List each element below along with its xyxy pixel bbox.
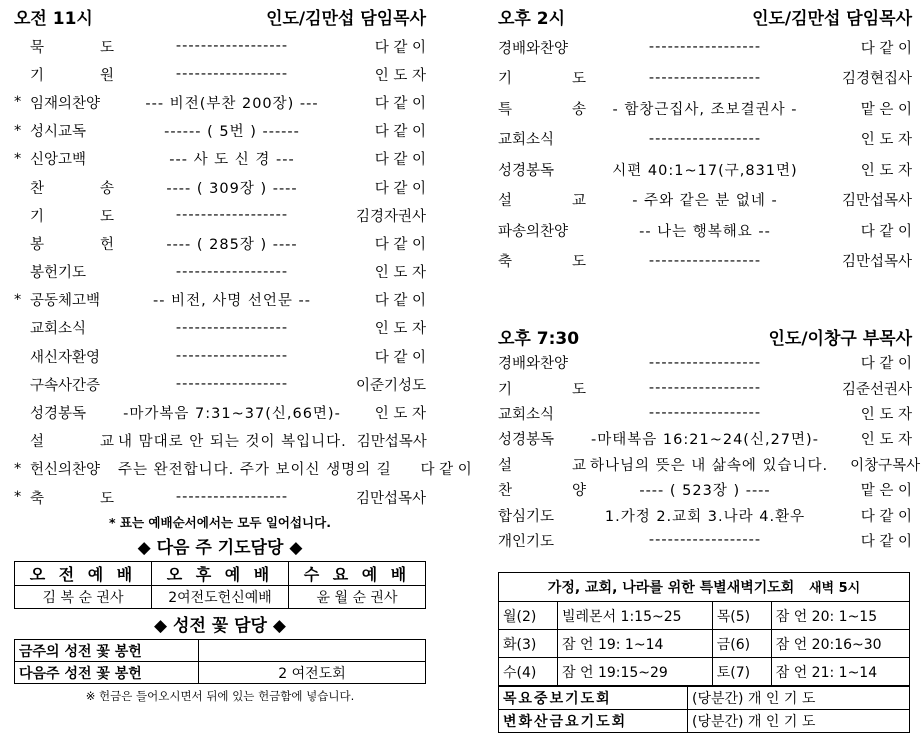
order-person: 다 같 이 xyxy=(420,462,472,479)
order-label: 설 교 xyxy=(498,193,586,210)
order-row xyxy=(14,258,426,286)
order-row xyxy=(498,93,912,124)
evening-leader: 인도/이창구 부목사 xyxy=(768,328,912,349)
flower-label: 다음주 성전 꽃 봉헌 xyxy=(15,662,199,684)
extra-prayer-table xyxy=(498,686,910,733)
order-detail: ------------------ xyxy=(648,69,762,86)
order-row xyxy=(14,145,426,173)
extra-value: (당분간) 개 인 기 도 xyxy=(688,687,910,710)
order-person: 다 같 이 xyxy=(374,95,426,112)
order-person: 김경자권사 xyxy=(355,208,426,225)
diamond-icon: ◆ xyxy=(154,616,168,637)
flower-table xyxy=(14,639,426,684)
order-detail: ------------------ xyxy=(175,66,289,83)
order-detail: -- 나는 행복해요 -- xyxy=(639,223,771,240)
order-label: 임재의찬양 xyxy=(30,95,101,112)
order-label: 구속사간증 xyxy=(30,377,101,394)
star-mark: * xyxy=(14,94,22,111)
order-row xyxy=(498,63,912,94)
order-row xyxy=(14,455,472,483)
afternoon-service xyxy=(498,0,912,276)
order-label: 설 교 xyxy=(30,434,114,451)
prayer-header: 수 요 예 배 xyxy=(289,562,426,586)
order-person: 김만섭목사 xyxy=(841,254,912,271)
diamond-icon: ◆ xyxy=(137,538,151,559)
order-detail: -- 비전, 사명 선언문 -- xyxy=(152,293,312,310)
order-label: 축 도 xyxy=(498,254,586,271)
order-detail: --- 비전(부찬 200장) --- xyxy=(145,95,319,112)
order-label: 개인기도 xyxy=(498,533,555,550)
order-detail: ------------------ xyxy=(175,38,289,55)
order-person: 인 도 자 xyxy=(860,162,912,179)
order-detail: -마태복음 16:21~24(신,27면)- xyxy=(591,432,819,449)
order-person: 인 도 자 xyxy=(374,67,426,84)
order-label: 새신자환영 xyxy=(30,349,101,366)
morning-time: 오전 11시 xyxy=(14,8,93,29)
order-row xyxy=(14,427,426,455)
order-detail: ------------------ xyxy=(648,130,762,147)
dawn-day: 토(7) xyxy=(712,658,771,686)
order-label: 공동체고백 xyxy=(30,293,101,310)
order-row xyxy=(14,398,426,426)
star-mark: * xyxy=(14,489,22,506)
dawn-prayer xyxy=(498,572,912,733)
order-label: 신앙고백 xyxy=(30,152,87,169)
flower-title xyxy=(14,613,426,639)
order-person: 다 같 이 xyxy=(374,180,426,197)
order-person: 다 같 이 xyxy=(374,39,426,56)
flower-value xyxy=(199,640,426,662)
star-mark: * xyxy=(14,291,22,308)
order-label: 특 송 xyxy=(498,101,586,118)
morning-order-list xyxy=(14,32,472,511)
order-row xyxy=(498,32,912,63)
order-label: 합심기도 xyxy=(498,508,555,525)
order-person: 인 도 자 xyxy=(374,406,426,423)
order-person: 다 같 이 xyxy=(374,236,426,253)
diamond-icon: ◆ xyxy=(272,616,286,637)
order-person: 다 같 이 xyxy=(860,508,912,525)
dawn-day: 화(3) xyxy=(499,630,558,658)
order-detail: - 함창근집사, 조보결권사 - xyxy=(612,101,798,118)
evening-order-list xyxy=(498,350,921,553)
order-label: 기 도 xyxy=(498,381,586,398)
order-detail: --- 사 도 신 경 --- xyxy=(169,152,295,169)
dawn-day: 수(4) xyxy=(499,658,558,686)
dawn-caption-cell xyxy=(499,573,910,602)
order-person: 인 도 자 xyxy=(860,132,912,149)
prayer-value: 2여전도헌신예배 xyxy=(152,586,289,609)
prayer-value: 김 복 순 권사 xyxy=(15,586,152,609)
evening-service xyxy=(498,322,921,553)
order-row xyxy=(14,342,426,370)
order-person: 김만섭목사 xyxy=(841,193,912,210)
order-detail: ------------------ xyxy=(175,348,289,365)
order-detail: ------------------ xyxy=(648,405,762,422)
order-label: 경배와찬양 xyxy=(498,40,569,57)
order-person: 맡 은 이 xyxy=(860,483,912,500)
prayer-header: 오 전 예 배 xyxy=(15,562,152,586)
afternoon-leader: 인도/김만섭 담임목사 xyxy=(752,8,912,29)
order-row xyxy=(14,286,426,314)
order-label: 성시교독 xyxy=(30,124,87,141)
order-detail: -마가복음 7:31~37(신,66면)- xyxy=(123,406,341,423)
dawn-day: 목(5) xyxy=(712,602,771,630)
order-row xyxy=(14,201,426,229)
order-row xyxy=(14,173,426,201)
order-row xyxy=(498,154,912,185)
order-person: 다 같 이 xyxy=(860,533,912,550)
order-label: 성경봉독 xyxy=(498,162,555,179)
order-row xyxy=(498,185,912,216)
order-row xyxy=(498,477,912,502)
star-mark: * xyxy=(14,150,22,167)
order-person: 다 같 이 xyxy=(374,124,426,141)
prayer-title xyxy=(14,535,426,561)
dawn-table xyxy=(498,572,910,686)
order-detail: ------ ( 5번 ) ------ xyxy=(164,124,300,141)
order-detail: 1.가정 2.교회 3.나라 4.환우 xyxy=(604,508,806,525)
dawn-caption: 가정, 교회, 나라를 위한 특별새벽기도회 xyxy=(547,580,795,596)
dawn-day: 월(2) xyxy=(499,602,558,630)
order-detail: 내 맘대로 안 되는 것이 복입니다. xyxy=(118,434,347,451)
dawn-text: 잠 언 20: 1~15 xyxy=(771,602,909,630)
order-person: 김만섭목사 xyxy=(356,434,427,451)
morning-service xyxy=(14,0,472,704)
star-mark: * xyxy=(14,460,22,477)
dawn-text: 잠 언 21: 1~14 xyxy=(771,658,909,686)
order-label: 찬 양 xyxy=(498,483,586,500)
order-person: 인 도 자 xyxy=(860,432,912,449)
order-detail: ------------------ xyxy=(175,207,289,224)
order-detail: ---- ( 523장 ) ---- xyxy=(639,483,771,500)
order-row xyxy=(14,314,426,342)
afternoon-order-list xyxy=(498,32,912,276)
extra-label: 변화산금요기도회 xyxy=(499,710,688,733)
dawn-text: 잠 언 19:15~29 xyxy=(558,658,713,686)
morning-leader: 인도/김만섭 담임목사 xyxy=(266,8,426,29)
order-row xyxy=(14,60,426,88)
standing-note: * 표는 예배순서에서는 모두 일어섭니다. xyxy=(109,515,331,531)
order-label: 성경봉독 xyxy=(498,432,555,449)
order-row xyxy=(14,117,426,145)
order-person: 다 같 이 xyxy=(374,293,426,310)
order-person: 이창구목사 xyxy=(850,457,921,474)
order-person: 인 도 자 xyxy=(374,265,426,282)
order-detail: ---- ( 285장 ) ---- xyxy=(166,236,298,253)
order-detail: ------------------ xyxy=(648,252,762,269)
order-row xyxy=(14,229,426,257)
flower-label: 금주의 성전 꽃 봉헌 xyxy=(15,640,199,662)
dawn-text: 잠 언 19: 1~14 xyxy=(558,630,713,658)
order-label: 파송의찬양 xyxy=(498,223,569,240)
order-detail: ------------------ xyxy=(648,354,762,371)
dawn-day: 금(6) xyxy=(712,630,771,658)
order-row xyxy=(498,375,912,400)
extra-label: 목요중보기도회 xyxy=(499,687,688,710)
order-detail: ------------------ xyxy=(648,532,762,549)
order-detail: 시편 40:1~17(구,831면) xyxy=(612,162,798,179)
order-detail: ------------------ xyxy=(175,263,289,280)
dawn-time: 새벽 5시 xyxy=(808,581,861,596)
order-row xyxy=(14,370,426,398)
order-row xyxy=(498,452,921,477)
order-person: 김경현집사 xyxy=(841,71,912,88)
prayer-title-text: 다음 주 기도담당 xyxy=(156,538,284,559)
order-detail: ------------------ xyxy=(175,319,289,336)
order-person: 이준기성도 xyxy=(355,377,426,394)
order-row xyxy=(14,32,426,60)
dawn-text: 빌레몬서 1:15~25 xyxy=(558,602,713,630)
order-detail: ------------------ xyxy=(175,376,289,393)
order-label: 설 교 xyxy=(498,457,586,474)
order-label: 기 도 xyxy=(30,208,114,225)
dawn-row xyxy=(499,658,910,686)
extra-value: (당분간) 개 인 기 도 xyxy=(688,710,910,733)
order-row xyxy=(498,401,912,426)
order-person: 다 같 이 xyxy=(860,40,912,57)
order-person: 김준선권사 xyxy=(841,381,912,398)
order-row xyxy=(498,350,912,375)
order-row xyxy=(498,215,912,246)
order-row xyxy=(14,483,426,511)
order-detail: ------------------ xyxy=(175,489,289,506)
offering-footnote: ※ 헌금은 들어오시면서 뒤에 있는 헌금함에 넣습니다. xyxy=(85,689,355,704)
order-row xyxy=(498,528,912,553)
morning-header xyxy=(14,0,426,32)
order-label: 성경봉독 xyxy=(30,406,87,423)
order-row xyxy=(498,426,912,451)
dawn-text: 잠 언 20:16~30 xyxy=(771,630,909,658)
dawn-row xyxy=(499,602,910,630)
order-detail: - 주와 같은 분 없네 - xyxy=(632,193,778,210)
prayer-table xyxy=(14,561,426,609)
order-row xyxy=(498,246,912,277)
order-row xyxy=(498,502,912,527)
order-label: 찬 송 xyxy=(30,180,114,197)
flower-value: 2 여전도회 xyxy=(199,662,426,684)
order-label: 헌신의찬양 xyxy=(30,462,101,479)
order-person: 다 같 이 xyxy=(374,349,426,366)
order-person: 다 같 이 xyxy=(860,356,912,373)
order-row xyxy=(14,88,426,116)
diamond-icon: ◆ xyxy=(289,538,303,559)
order-label: 묵 도 xyxy=(30,39,114,56)
order-row xyxy=(498,124,912,155)
prayer-value: 윤 월 순 권사 xyxy=(289,586,426,609)
order-label: 경배와찬양 xyxy=(498,356,569,373)
order-detail: 주는 완전합니다. 주가 보이신 생명의 길 xyxy=(118,462,392,479)
order-label: 교회소식 xyxy=(498,132,555,149)
star-mark: * xyxy=(14,122,22,139)
dawn-row xyxy=(499,630,910,658)
order-person: 인 도 자 xyxy=(860,406,912,423)
order-label: 기 원 xyxy=(30,67,114,84)
afternoon-time: 오후 2시 xyxy=(498,8,566,29)
evening-header xyxy=(498,322,912,350)
order-detail: 하나님의 뜻은 내 삶속에 있습니다. xyxy=(590,457,829,474)
order-person: 김만섭목사 xyxy=(355,490,426,507)
afternoon-header xyxy=(498,0,912,32)
flower-title-text: 성전 꽃 담당 xyxy=(173,616,267,637)
order-label: 기 도 xyxy=(498,71,586,88)
order-person: 다 같 이 xyxy=(860,223,912,240)
order-label: 봉헌기도 xyxy=(30,265,87,282)
order-detail: ------------------ xyxy=(648,380,762,397)
order-detail: ---- ( 309장 ) ---- xyxy=(166,180,298,197)
evening-time: 오후 7:30 xyxy=(498,328,580,349)
prayer-header: 오 후 예 배 xyxy=(152,562,289,586)
order-detail: ------------------ xyxy=(648,39,762,56)
order-person: 맡 은 이 xyxy=(860,101,912,118)
order-label: 교회소식 xyxy=(498,406,555,423)
order-label: 봉 헌 xyxy=(30,236,114,253)
order-person: 다 같 이 xyxy=(374,152,426,169)
order-person: 인 도 자 xyxy=(374,321,426,338)
order-label: 축 도 xyxy=(30,490,114,507)
order-label: 교회소식 xyxy=(30,321,87,338)
